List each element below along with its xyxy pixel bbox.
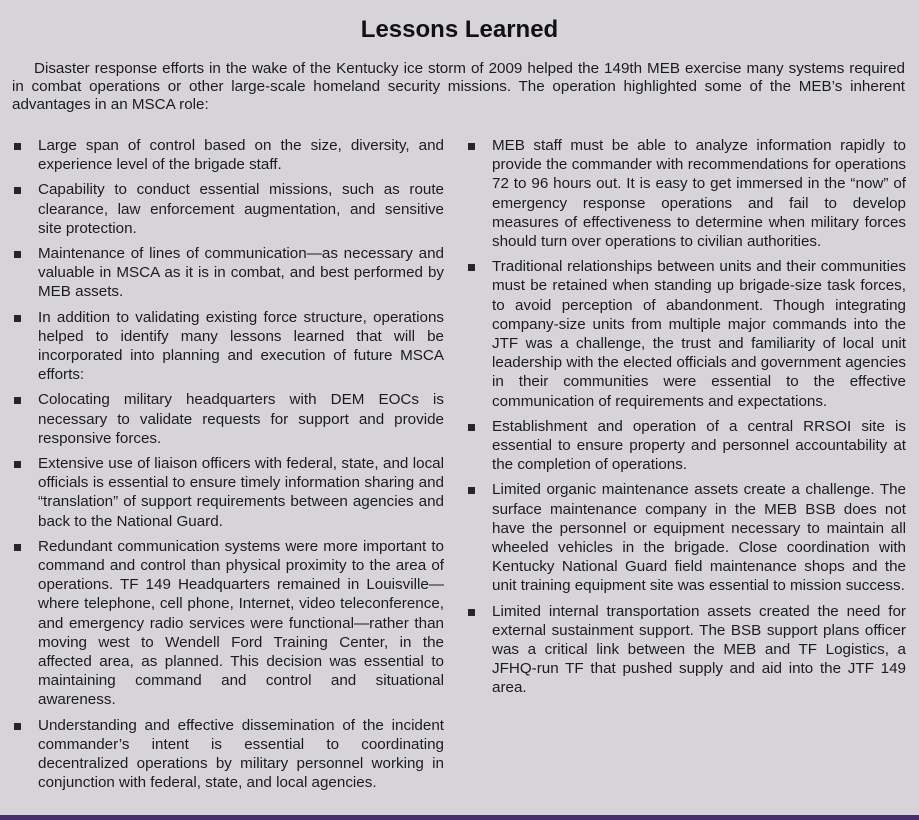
- list-item-text: In addition to validating existing force structure, operations helped to identify many lessons learned that will be incorporated into planning and execution of future MSCA efforts:: [38, 308, 444, 384]
- bullet-square-icon: [468, 143, 475, 150]
- bullet-square-icon: [14, 315, 21, 322]
- list-item: [466, 602, 906, 698]
- list-item-text: Limited internal transportation assets created the need for external sustainment support. The BSB support plans officer was a critical link between the MEB and TF Logistics, a JFHQ-run TF that pushed supply and aid into the JTF 149 area.: [492, 602, 906, 697]
- list-item-text: MEB staff must be able to analyze information rapidly to provide the commander with recommendations for operations 72 to 96 hours out. It is easy to get immersed in the “now” of emergency response operations and fail to develop measures of effectiveness to determine when military forces should turn over operations to civilian authorities.: [492, 137, 906, 251]
- list-item: [466, 136, 906, 251]
- list-item-text: Establishment and operation of a central RRSOI site is essential to ensure property and personnel accountability at the completion of operations.: [492, 417, 906, 474]
- bullet-square-icon: [14, 723, 21, 730]
- list-item: [12, 180, 444, 238]
- bullet-square-icon: [14, 251, 21, 258]
- bullet-square-icon: [14, 461, 21, 468]
- list-item-text: Redundant communication systems were more important to command and control than physical proximity to the area of operations. TF 149 Headquarters remained in Louisville—where telephone, cell phone, Internet, video teleconference, and emergency radio services were functional—rather than moving west to Wendell Ford Training Center, in the affected area, as planned. This decision was essential to maintaining command and control and situational awareness.: [38, 537, 444, 709]
- left-column-list: [12, 136, 444, 799]
- list-item: [12, 244, 444, 302]
- list-item: [12, 537, 444, 710]
- bullet-square-icon: [468, 264, 475, 271]
- list-item-text: Limited organic maintenance assets create a challenge. The surface maintenance company in the MEB BSB does not have the personnel or equipment necessary to maintain all wheeled vehicles in the brigade. Close coordination with Kentucky National Guard field maintenance shops and the unit training equipment site was essential to mission success.: [492, 481, 906, 595]
- bullet-square-icon: [14, 187, 21, 194]
- list-item-text: Extensive use of liaison officers with federal, state, and local officials is essential to ensure timely information sharing and “translation” of support requirements between agencies and back to the National Guard.: [38, 455, 444, 530]
- list-item: [12, 308, 444, 385]
- list-item-text: Understanding and effective dissemination of the incident commander’s intent is essential to coordinating decentralized operations by military personnel working in conjunction with federal, state, and local agencies.: [38, 716, 444, 792]
- bullet-square-icon: [14, 143, 21, 150]
- list-item: [12, 390, 444, 448]
- list-item: [12, 136, 444, 174]
- list-item-text: Large span of control based on the size, diversity, and experience level of the brigade staff.: [38, 137, 444, 174]
- intro-paragraph: Disaster response efforts in the wake of the Kentucky ice storm of 2009 helped the 149th MEB exercise many systems required in combat operations or other large-scale homeland security missions. The operation highlighted some of the MEB’s inherent advantages in an MSCA role:: [12, 60, 905, 113]
- list-item: [12, 716, 444, 793]
- bullet-square-icon: [14, 544, 21, 551]
- bullet-square-icon: [468, 424, 475, 431]
- list-item-text: Traditional relationships between units and their communities must be retained when standing up brigade-size task forces, to avoid perception of abandonment. Though integrating company-size units from multiple major commands into the JTF was a challenge, the trust and familiarity of local unit leadership with the elected officials and government agencies in their communities were essential to the effective communication of requirements and expectations.: [492, 258, 906, 410]
- list-item: [466, 257, 906, 411]
- list-item-text: Colocating military headquarters with DEM EOCs is necessary to validate requests for support and provide responsive forces.: [38, 391, 444, 447]
- page-title: Lessons Learned: [360, 16, 559, 43]
- right-column-list: [466, 136, 906, 704]
- list-item: [466, 417, 906, 475]
- bullet-square-icon: [14, 397, 21, 404]
- bullet-square-icon: [468, 487, 475, 494]
- list-item-text: Capability to conduct essential missions, such as route clearance, law enforcement augmentation, and sensitive site protection.: [38, 181, 444, 237]
- bullet-square-icon: [468, 609, 475, 616]
- list-item: [12, 454, 444, 531]
- list-item-text: Maintenance of lines of communication—as necessary and valuable in MSCA as it is in combat, and best performed by MEB assets.: [38, 245, 444, 301]
- list-item: [466, 480, 906, 595]
